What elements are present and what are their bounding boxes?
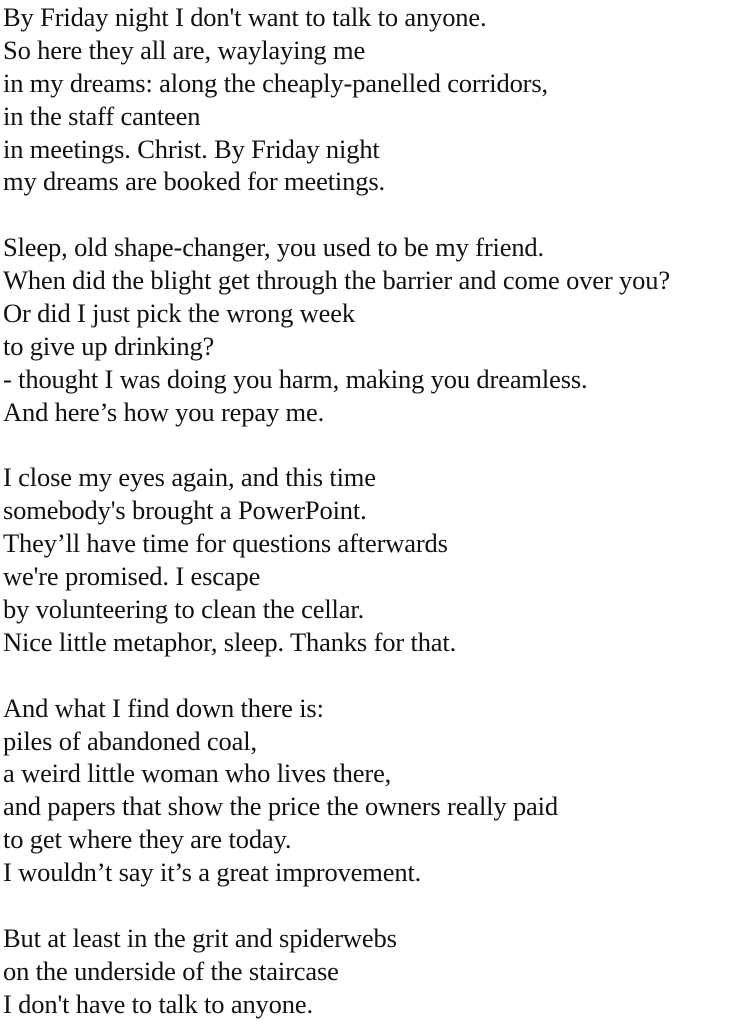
poem-line: somebody's brought a PowerPoint.	[3, 495, 367, 526]
poem-line: I wouldn’t say it’s a great improvement.	[3, 857, 422, 888]
poem-line: piles of abandoned coal,	[3, 725, 257, 756]
stanza-5	[3, 922, 737, 1021]
poem-text	[3, 1, 737, 1021]
poem-line: Nice little metaphor, sleep. Thanks for that.	[3, 626, 457, 657]
poem-line: So here they all are, waylaying me	[3, 34, 366, 65]
poem-line: in meetings. Christ. By Friday night	[3, 133, 380, 164]
poem-line: And here’s how you repay me.	[3, 396, 325, 427]
poem-line: in my dreams: along the cheaply-panelled corridors,	[3, 67, 548, 98]
poem-line: and papers that show the price the owners really paid	[3, 791, 558, 822]
stanza-1	[3, 1, 737, 198]
poem-line: I don't have to talk to anyone.	[3, 988, 313, 1019]
poem-line: we're promised. I escape	[3, 561, 261, 592]
poem-line: I close my eyes again, and this time	[3, 462, 376, 493]
poem-line: a weird little woman who lives there,	[3, 758, 392, 789]
poem-line: But at least in the grit and spiderwebs	[3, 922, 397, 953]
poem-line: to give up drinking?	[3, 330, 215, 361]
poem-line: When did the blight get through the barrier and come over you?	[3, 265, 670, 296]
poem-line: By Friday night I don't want to talk to anyone.	[3, 2, 487, 32]
stanza-2	[3, 231, 737, 428]
poem-line: - thought I was doing you harm, making you dreamless.	[3, 363, 588, 394]
poem-line: Or did I just pick the wrong week	[3, 298, 355, 329]
poem-line: They’ll have time for questions afterwards	[3, 528, 448, 559]
poem-line: my dreams are booked for meetings.	[3, 166, 385, 197]
poem-line: by volunteering to clean the cellar.	[3, 594, 365, 625]
stanza-4	[3, 692, 737, 889]
poem-line: Sleep, old shape-changer, you used to be my friend.	[3, 232, 545, 263]
poem-line: on the underside of the staircase	[3, 955, 339, 986]
stanza-3	[3, 461, 737, 658]
poem-line: in the staff canteen	[3, 100, 201, 131]
poem-line: And what I find down there is:	[3, 692, 324, 723]
poem-line: to get where they are today.	[3, 824, 292, 855]
